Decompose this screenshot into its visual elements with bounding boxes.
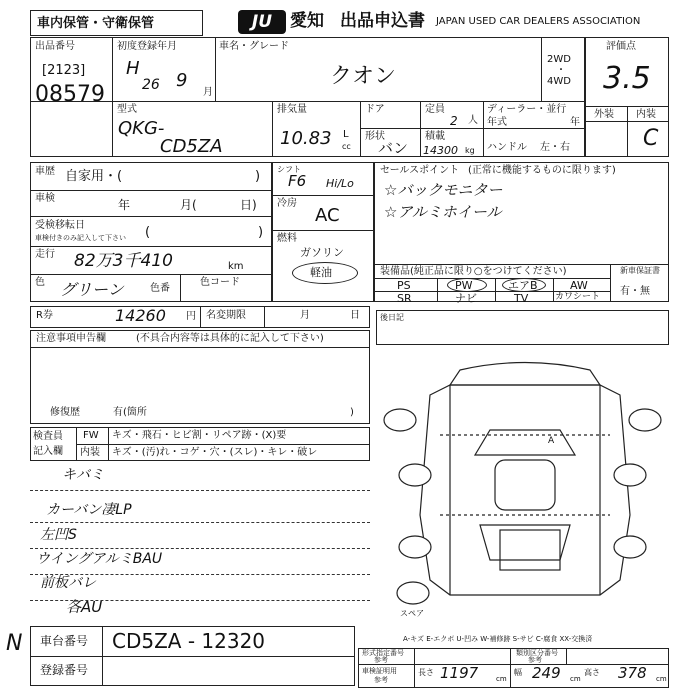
- width-label: 幅: [514, 668, 522, 677]
- spare-label: スペア: [400, 609, 424, 618]
- dealer-label: ディーラー・並行: [487, 104, 567, 115]
- repair-label: 修復歴: [50, 407, 80, 418]
- model-year-label: 年式: [487, 117, 507, 128]
- diagram-wheel-mr: [614, 464, 646, 486]
- later-notes-box: [376, 310, 669, 345]
- attention-block: [30, 330, 370, 424]
- class-ref: 参考: [528, 656, 542, 664]
- transfer-note: 車検付きのみ記入して下さい: [35, 234, 126, 242]
- equip-leather-seat: カワシート: [555, 292, 601, 302]
- displacement-unit-alt: cc: [342, 142, 351, 151]
- width-unit: cm: [570, 675, 581, 683]
- diagram-wheel-rr: [614, 536, 646, 558]
- fuel-value: ガソリン: [300, 246, 344, 259]
- aircon-value: AC: [315, 205, 340, 226]
- history-close: ): [255, 169, 261, 184]
- inspection-label: 車検: [35, 193, 55, 204]
- model-label: 型式: [117, 104, 137, 115]
- note-2: カーバン凄LP: [46, 502, 132, 518]
- load-label: 積載: [425, 131, 445, 142]
- cert-label: 車検証明用: [362, 667, 397, 675]
- storage-label: 車内保管・守衛保管: [37, 16, 155, 31]
- equip-sr: SR: [397, 292, 412, 305]
- displacement-label: 排気量: [277, 104, 307, 115]
- transfer-label: 受検移転日: [35, 220, 85, 231]
- interior-items-label: 内装: [80, 447, 100, 458]
- class-label: 類別区分番号: [516, 649, 558, 657]
- diagram-roof-outline: [450, 363, 600, 386]
- transfer-close: ): [258, 225, 264, 240]
- registration-month: 9: [176, 70, 188, 91]
- registration-era: H: [126, 58, 140, 79]
- history-value: 自家用・(: [65, 169, 123, 184]
- chassis-label: 車台番号: [40, 634, 89, 648]
- capacity-label: 定員: [425, 104, 445, 115]
- sales-points-note: (正常に機能するものに限ります): [468, 165, 616, 176]
- specified-label: 形式指定番号: [362, 649, 404, 657]
- diagram-rear-body: [500, 530, 560, 570]
- fw-items: キズ・飛石・ヒビ割・リペア跡・(X)要: [112, 430, 287, 441]
- exterior-label: 外装: [594, 109, 614, 120]
- sales-point-2: ☆アルミホイール: [384, 203, 502, 221]
- inspection-month: 月(: [180, 198, 197, 212]
- cert-ref: 参考: [374, 676, 388, 684]
- registration-month-unit: 月: [203, 87, 213, 98]
- length-unit: cm: [496, 675, 507, 683]
- equipment-note: (純正品に限り○をつけてください): [410, 266, 567, 277]
- drive-2wd: 2WD: [547, 54, 571, 65]
- model-value-2: CD5ZA: [160, 136, 223, 157]
- warranty-label: 新車保証書: [620, 266, 660, 275]
- repair-close: ): [350, 407, 354, 418]
- load-value: 14300: [423, 144, 458, 157]
- interior-label: 内装: [636, 109, 656, 120]
- recycle-unit: 円: [186, 311, 196, 322]
- length-label: 長さ: [418, 668, 434, 677]
- equip-ps: PS: [397, 279, 411, 292]
- diagram-wheel-rl: [399, 536, 431, 558]
- diagram-mark: A: [548, 436, 555, 446]
- displacement-unit: L: [343, 129, 349, 140]
- shift-value: F6: [288, 172, 307, 190]
- transfer-open: (: [145, 225, 151, 240]
- margin-mark: N: [6, 631, 23, 656]
- color-label: 色: [35, 277, 45, 288]
- load-unit: kg: [465, 146, 475, 155]
- ju-logo: [238, 10, 286, 34]
- height-value: 378: [618, 664, 647, 682]
- aircon-label: 冷房: [277, 198, 297, 209]
- width-value: 249: [532, 664, 561, 682]
- inspector-label-1: 検査員: [33, 431, 63, 442]
- damage-legend: A-キズ E-エクボ U-凹み W-補修跡 S-サビ C-腐食 XX-交換済: [403, 635, 593, 643]
- registration-year: 26: [142, 77, 160, 93]
- interior-value: C: [643, 126, 659, 151]
- car-damage-diagram: [380, 355, 670, 615]
- lot-number: 08579: [35, 82, 105, 107]
- model-year-unit: 年: [570, 117, 580, 128]
- height-unit: cm: [656, 675, 667, 683]
- note-5: 前板バレ: [40, 575, 96, 591]
- warranty-value: 有・無: [620, 286, 650, 297]
- sales-points-label: セールスポイント: [380, 165, 460, 176]
- name-change-label: 名変期限: [206, 310, 246, 321]
- capacity-unit: 人: [468, 115, 478, 126]
- fuel-label: 燃料: [277, 233, 297, 244]
- lot-code: [2123]: [42, 63, 86, 78]
- ju-logo-text: JU: [251, 12, 273, 32]
- displacement-value: 10.83: [280, 128, 332, 149]
- attention-label: 注意事項申告欄: [36, 333, 106, 344]
- height-label: 高さ: [584, 668, 600, 677]
- equip-navi: ナビ: [455, 292, 477, 305]
- equip-pw: PW: [455, 279, 473, 292]
- association-name: JAPAN USED CAR DEALERS ASSOCIATION: [436, 16, 641, 27]
- registration-number-label: 登録番号: [40, 663, 89, 677]
- capacity-value: 2: [450, 114, 458, 128]
- registration-label: 初度登録年月: [117, 41, 177, 52]
- equip-aw: AW: [570, 279, 588, 292]
- fw-label: FW: [83, 430, 99, 441]
- grade-value: 3.5: [603, 61, 651, 96]
- name-change-day: 日: [350, 310, 360, 321]
- mileage-unit: km: [228, 261, 244, 272]
- model-value-1: QKG-: [118, 118, 165, 139]
- car-name-value: クオン: [330, 64, 397, 89]
- equip-tv: TV: [514, 292, 529, 305]
- equipment-label: 装備品: [380, 266, 410, 277]
- chassis-value: CD5ZA - 12320: [112, 629, 266, 653]
- grade-label: 評価点: [606, 41, 636, 52]
- car-name-label: 車名・グレード: [219, 41, 289, 52]
- diagram-body-outline: [420, 385, 630, 595]
- mileage-value: 82万3千410: [74, 251, 173, 271]
- handle-label: ハンドル: [487, 142, 527, 153]
- later-notes-label: 後日記: [380, 313, 404, 322]
- color-value: グリーン: [60, 280, 124, 299]
- drive-dot: ・: [556, 65, 566, 76]
- mileage-label: 走行: [35, 249, 55, 260]
- diagram-wheel-ml: [399, 464, 431, 486]
- fuel-option: 軽油: [310, 266, 332, 279]
- lot-label: 出品番号: [35, 41, 75, 52]
- recycle-value: 14260: [115, 306, 166, 325]
- color-code-label: 色コード: [200, 277, 240, 288]
- diagram-wheel-fr: [629, 409, 661, 431]
- length-value: 1197: [440, 664, 479, 682]
- shift-label: シフト: [277, 165, 301, 174]
- handle-value: 左・右: [540, 142, 570, 153]
- sales-point-1: ☆バックモニター: [384, 181, 503, 199]
- inspector-label-2: 記入欄: [33, 446, 63, 457]
- drive-4wd: 4WD: [547, 76, 571, 87]
- diagram-cabin: [495, 460, 555, 510]
- diagram-wheel-fl: [384, 409, 416, 431]
- note-4: ウイングアルミBAU: [36, 551, 163, 567]
- diagram-windshield: [475, 430, 575, 455]
- note-3: 左凹S: [40, 527, 77, 543]
- name-change-month: 月: [300, 310, 310, 321]
- inspection-day: 日): [240, 198, 257, 212]
- shift-suffix: Hi/Lo: [326, 177, 354, 190]
- specified-ref: 参考: [374, 656, 388, 664]
- inspection-year: 年: [118, 198, 131, 212]
- color-number-label: 色番: [150, 283, 170, 294]
- branch-name: 愛知: [290, 11, 324, 31]
- shape-label: 形状: [365, 131, 385, 142]
- note-1: キバミ: [62, 467, 104, 483]
- history-label: 車歴: [35, 166, 55, 177]
- attention-note: (不具合内容等は具体的に記入して下さい): [136, 333, 324, 344]
- recycle-label: R券: [36, 310, 53, 321]
- diagram-spare-wheel: [397, 582, 429, 604]
- shape-value: バン: [378, 139, 409, 157]
- form-title: 出品申込書: [340, 11, 425, 31]
- note-6: 各AU: [66, 598, 103, 616]
- storage-label-box: [30, 10, 203, 36]
- equip-airbag: エアB: [508, 279, 538, 292]
- interior-items: キズ・(汚)れ・コゲ・穴・(スレ)・キレ・破レ: [112, 447, 318, 458]
- repair-value: 有(箇所: [113, 407, 147, 418]
- doors-label: ドア: [365, 104, 385, 115]
